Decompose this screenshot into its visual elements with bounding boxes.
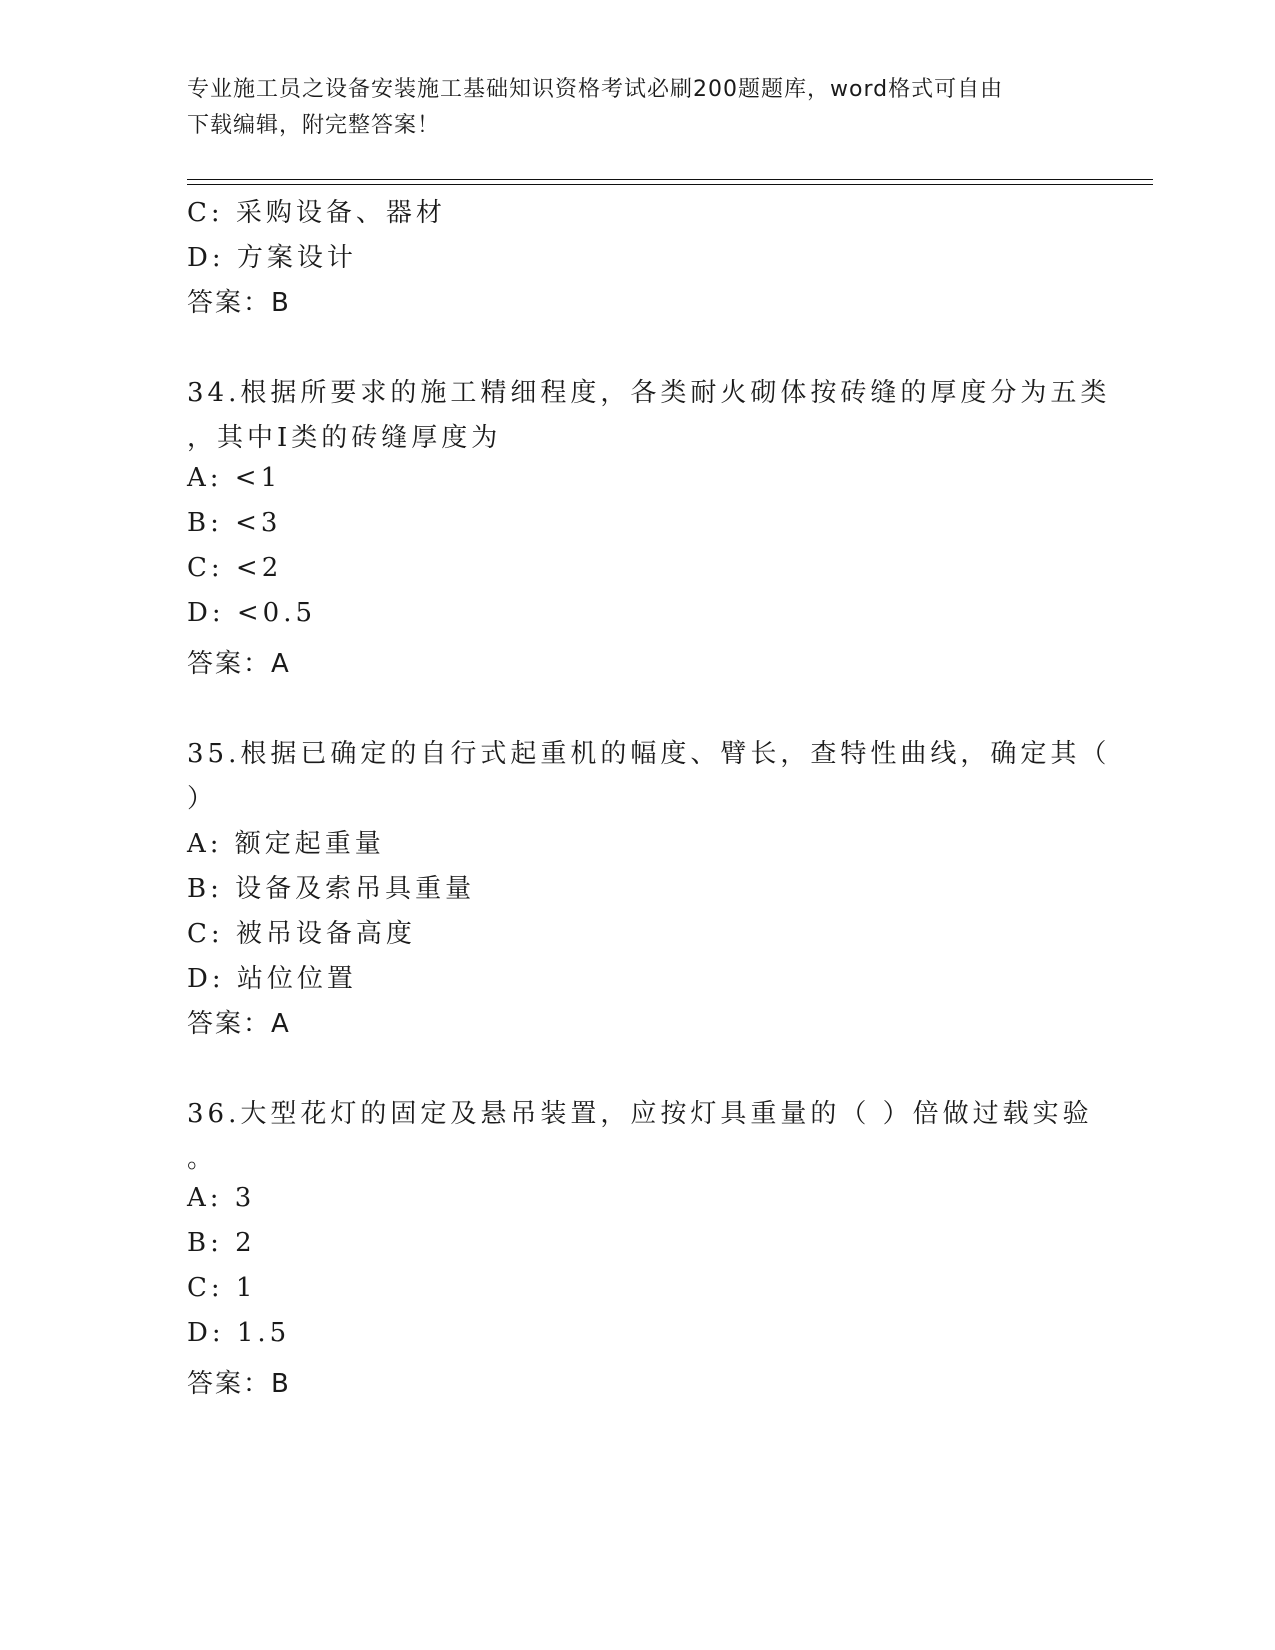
q35-answer: 答案：A: [187, 1009, 291, 1039]
q35-stem-line2: ）: [187, 784, 218, 814]
q36-option-c: C: 1: [187, 1273, 257, 1303]
q34-option-a: A: <1: [187, 463, 282, 493]
q34-option-c: C: <2: [187, 553, 283, 583]
q35-stem-line1: 35.根据已确定的自行式起重机的幅度、臂长，查特性曲线，确定其（: [187, 739, 1111, 769]
q36-option-b: B: 2: [187, 1228, 256, 1258]
q36-option-a: A: 3: [187, 1183, 256, 1213]
q35-option-b: B: 设备及索吊具重量: [187, 874, 476, 904]
q36-stem-line1: 36.大型花灯的固定及悬吊装置，应按灯具重量的（ ）倍做过载实验: [187, 1099, 1093, 1129]
header-line-1: 专业施工员之设备安装施工基础知识资格考试必刷200题题库，word格式可自由: [187, 77, 1004, 102]
prev-option-c: C: 采购设备、器材: [187, 198, 446, 228]
prev-answer: 答案：B: [187, 288, 291, 318]
q34-option-d: D: <0.5: [187, 598, 317, 628]
page-header: [187, 72, 1087, 144]
q34-stem-line1: 34.根据所要求的施工精细程度，各类耐火砌体按砖缝的厚度分为五类: [187, 378, 1111, 408]
header-divider-top: [187, 179, 1153, 180]
q35-option-c: C: 被吊设备高度: [187, 919, 416, 949]
q35-option-d: D: 站位位置: [187, 964, 357, 994]
header-line-2: 下载编辑，附完整答案！: [187, 113, 441, 138]
q34-answer: 答案：A: [187, 649, 291, 679]
prev-option-d: D: 方案设计: [187, 243, 357, 273]
q36-stem-line2: 。: [187, 1144, 218, 1174]
q36-answer: 答案：B: [187, 1369, 291, 1399]
q34-stem-line2: ，其中Ⅰ类的砖缝厚度为: [187, 423, 502, 453]
q35-option-a: A: 额定起重量: [187, 829, 385, 859]
header-divider-bottom: [187, 184, 1153, 185]
q34-option-b: B: <3: [187, 508, 282, 538]
q36-option-d: D: 1.5: [187, 1318, 291, 1348]
